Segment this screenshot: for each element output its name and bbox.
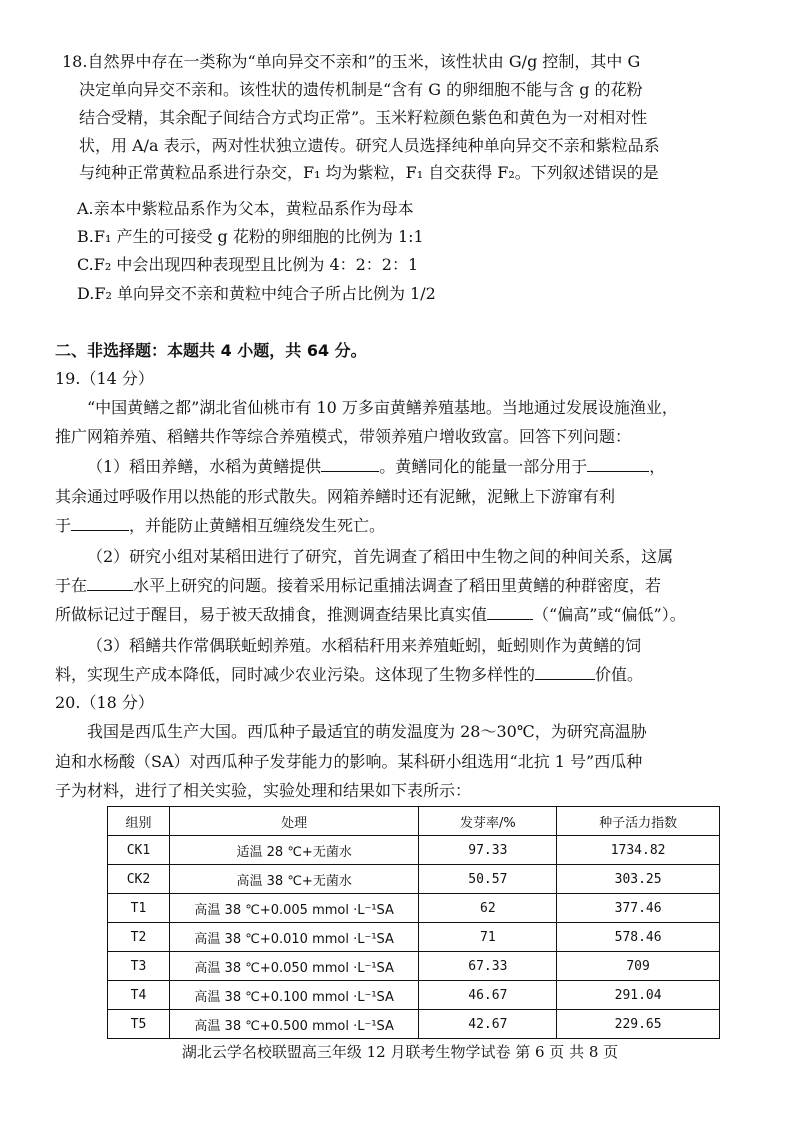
table-row xyxy=(108,952,720,981)
q18-option-c: C.F₂ 中会出现四种表现型且比例为 4：2：2：1 xyxy=(77,255,419,274)
column-header: 种子活力指数 xyxy=(557,807,720,836)
answer-blank[interactable] xyxy=(587,457,649,472)
experiment-table xyxy=(107,806,720,1039)
table-row xyxy=(108,836,720,865)
q18-option-a: A.亲本中紫粒品系作为父本，黄粒品系作为母本 xyxy=(77,199,414,218)
cell-germination-rate: 71 xyxy=(419,923,557,952)
q18-line-4: 状，用 A/a 表示，两对性状独立遗传。研究人员选择纯种单向异交不亲和紫粒品系 xyxy=(79,136,660,155)
cell-treatment: 高温 38 ℃+0.100 mmol ·L⁻¹SA xyxy=(169,981,419,1010)
cell-group: T3 xyxy=(108,952,170,981)
q19-part3-line-1: （3）稻鳝共作常偶联蚯蚓养殖。水稻秸秆用来养殖蚯蚓，蚯蚓则作为黄鳝的饲 xyxy=(87,636,642,655)
cell-group: T1 xyxy=(108,894,170,923)
q19-part2-line-2 xyxy=(55,576,661,596)
table-row xyxy=(108,981,720,1010)
q19-intro-line-1: “中国黄鳝之都”湖北省仙桃市有 10 万多亩黄鳝养殖基地。当地通过发展设施渔业， xyxy=(87,398,678,417)
q19-part3-c: 价值。 xyxy=(595,665,644,684)
cell-treatment: 高温 38 ℃+0.005 mmol ·L⁻¹SA xyxy=(169,894,419,923)
cell-group: T4 xyxy=(108,981,170,1010)
section-heading: 二、非选择题：本题共 4 小题，共 64 分。 xyxy=(55,341,367,360)
q20-intro-line-1: 我国是西瓜生产大国。西瓜种子最适宜的萌发温度为 28～30℃，为研究高温胁 xyxy=(87,722,647,741)
q19-part2-b: 于在 xyxy=(55,576,88,595)
table-header-row xyxy=(108,807,720,836)
table-row xyxy=(108,894,720,923)
q18-line-5: 与纯种正常黄粒品系进行杂交，F₁ 均为紫粒，F₁ 自交获得 F₂。下列叙述错误的是 xyxy=(79,163,659,182)
table-row xyxy=(108,1010,720,1039)
q19-part1-c: ， xyxy=(649,457,666,476)
q19-part2-line-3 xyxy=(55,605,686,625)
cell-germination-rate: 46.67 xyxy=(419,981,557,1010)
q19-part1-b: 。黄鳝同化的能量一部分用于 xyxy=(379,457,588,476)
cell-germination-rate: 42.67 xyxy=(419,1010,557,1039)
q19-part3-line-2 xyxy=(55,665,643,685)
cell-vigor-index: 377.46 xyxy=(557,894,720,923)
cell-treatment: 高温 38 ℃+无菌水 xyxy=(169,865,419,894)
q19-part2-line-1: （2）研究小组对某稻田进行了研究，首先调查了稻田中生物之间的种间关系，这属 xyxy=(87,547,674,566)
cell-treatment: 高温 38 ℃+0.010 mmol ·L⁻¹SA xyxy=(169,923,419,952)
cell-group: T2 xyxy=(108,923,170,952)
cell-germination-rate: 50.57 xyxy=(419,865,557,894)
cell-group: CK2 xyxy=(108,865,170,894)
q18-option-d: D.F₂ 单向异交不亲和黄粒中纯合子所占比例为 1/2 xyxy=(77,284,436,303)
q19-part1-line-2: 其余通过呼吸作用以热能的形式散失。网箱养鳝时还有泥鳅，泥鳅上下游窜有利 xyxy=(55,487,616,506)
cell-group: T5 xyxy=(108,1010,170,1039)
page-footer: 湖北云学名校联盟高三年级 12 月联考生物学试卷 第 6 页 共 8 页 xyxy=(181,1043,619,1061)
answer-blank[interactable] xyxy=(71,516,129,531)
table-row xyxy=(108,865,720,894)
q19-part2-d: 所做标记过于醒目，易于被天敌捕食，推测调查结果比真实值 xyxy=(55,605,488,624)
cell-germination-rate: 67.33 xyxy=(419,952,557,981)
q19-part2-e: （“偏高”或“偏低”）。 xyxy=(533,605,686,624)
q18-line-3: 结合受精，其余配子间结合方式均正常”。玉米籽粒颜色紫色和黄色为一对相对性 xyxy=(79,108,648,127)
q20-intro-line-2: 迫和水杨酸（SA）对西瓜种子发芽能力的影响。某科研小组选用“北抗 1 号”西瓜种 xyxy=(55,752,643,771)
q19-part1-line-3 xyxy=(55,516,385,536)
q20-number: 20.（18 分） xyxy=(55,693,154,712)
cell-germination-rate: 62 xyxy=(419,894,557,923)
cell-vigor-index: 578.46 xyxy=(557,923,720,952)
cell-treatment: 高温 38 ℃+0.500 mmol ·L⁻¹SA xyxy=(169,1010,419,1039)
cell-treatment: 高温 38 ℃+0.050 mmol ·L⁻¹SA xyxy=(169,952,419,981)
q18-line-1: 18.自然界中存在一类称为“单向异交不亲和”的玉米，该性状由 G/g 控制，其中 G xyxy=(62,52,641,71)
answer-blank[interactable] xyxy=(487,605,533,620)
cell-vigor-index: 709 xyxy=(557,952,720,981)
cell-vigor-index: 1734.82 xyxy=(557,836,720,865)
column-header: 发芽率/% xyxy=(419,807,557,836)
q19-part2-c: 水平上研究的问题。接着采用标记重捕法调查了稻田里黄鳝的种群密度，若 xyxy=(133,576,662,595)
table-row xyxy=(108,923,720,952)
cell-group: CK1 xyxy=(108,836,170,865)
answer-blank[interactable] xyxy=(87,576,133,591)
q19-number: 19.（14 分） xyxy=(55,369,154,388)
answer-blank[interactable] xyxy=(321,457,379,472)
answer-blank[interactable] xyxy=(535,665,595,680)
cell-vigor-index: 291.04 xyxy=(557,981,720,1010)
column-header: 处理 xyxy=(169,807,419,836)
cell-germination-rate: 97.33 xyxy=(419,836,557,865)
column-header: 组别 xyxy=(108,807,170,836)
cell-treatment: 适温 28 ℃+无菌水 xyxy=(169,836,419,865)
q19-part1-e: 于 xyxy=(55,516,72,535)
cell-vigor-index: 229.65 xyxy=(557,1010,720,1039)
q19-part1-f: ，并能防止黄鳝相互缠绕发生死亡。 xyxy=(129,516,386,535)
q19-part1-line-1 xyxy=(87,457,665,477)
q18-line-2: 决定单向异交不亲和。该性状的遗传机制是“含有 G 的卵细胞不能与含 g 的花粉 xyxy=(79,80,643,99)
q18-option-b: B.F₁ 产生的可接受 g 花粉的卵细胞的比例为 1:1 xyxy=(77,227,424,246)
cell-vigor-index: 303.25 xyxy=(557,865,720,894)
q19-intro-line-2: 推广网箱养殖、稻鳝共作等综合养殖模式，带领养殖户增收致富。回答下列问题： xyxy=(55,427,632,446)
q19-part1-a: （1）稻田养鳝，水稻为黄鳝提供 xyxy=(87,457,322,476)
q19-part3-b: 料，实现生产成本降低，同时减少农业污染。这体现了生物多样性的 xyxy=(55,665,536,684)
q20-intro-line-3: 子为材料，进行了相关实验，实验处理和结果如下表所示： xyxy=(55,781,472,800)
